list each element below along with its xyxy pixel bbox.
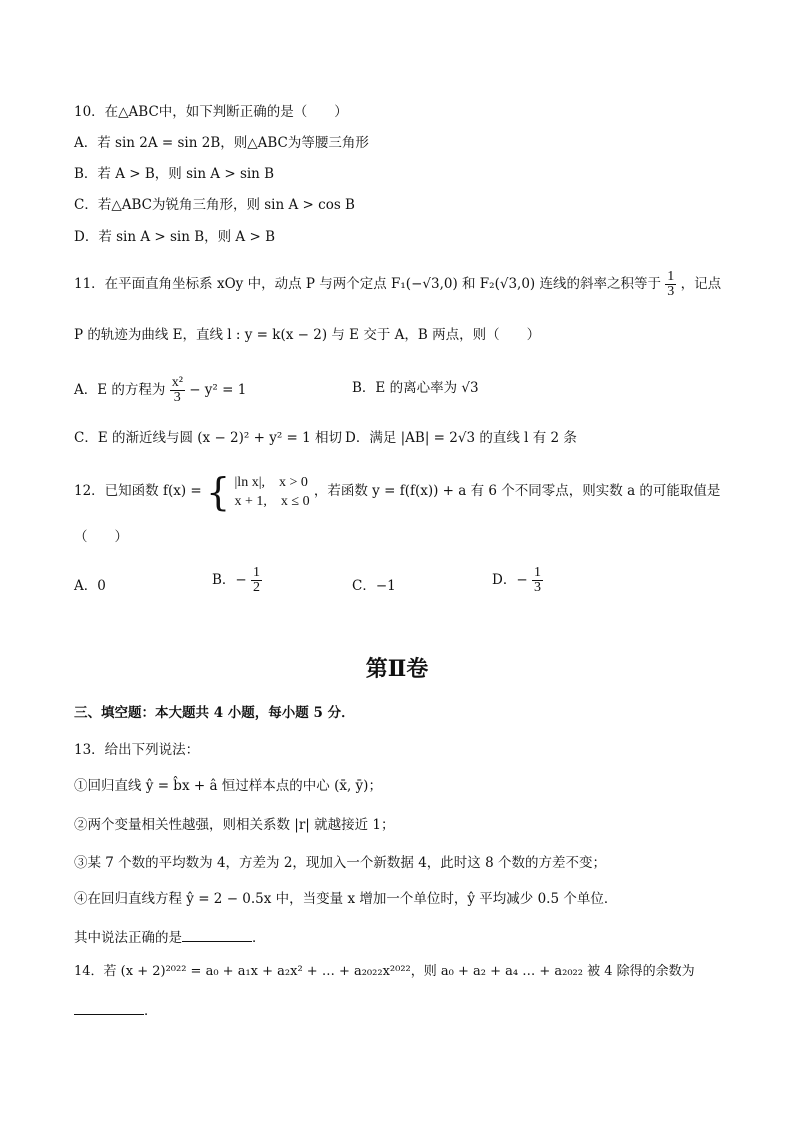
q12-option-a: A．0 [74,578,106,594]
q11-option-a-numerator: x² [171,375,183,390]
q13-statement-3: ③某 7 个数的平均数为 4，方差为 2，现加入一个新数据 4，此时这 8 个数的方差不变； [74,855,606,871]
q14-answer-line [74,1000,158,1021]
q12-option-d-fraction [532,566,543,595]
q11-option-a-prefix: A．E 的方程为 [74,382,166,398]
q11-option-a-fraction [170,376,185,405]
q13-stem: 13．给出下列说法： [74,742,200,758]
q12-option-d-numerator: 1 [533,565,541,580]
q11-stem-line2: P 的轨迹为曲线 E，直线 l : y = k(x − 2) 与 E 交于 A，B 两点，则（ ） [74,327,541,343]
q12-option-d-denominator: 3 [533,580,541,595]
q11-option-a [74,376,246,405]
q11-option-b: B．E 的离心率为 √3 [352,380,479,396]
section-3-heading: 三、填空题：本大题共 4 小题，每小题 5 分． [74,705,355,721]
q11-option-a-suffix: − y² = 1 [189,382,247,398]
q13-ask: 其中说法正确的是 [74,930,182,946]
q12-option-b-fraction [251,566,262,595]
q11-option-a-denominator: 3 [173,390,181,405]
q12-option-b [212,566,262,595]
section-title: 第Ⅱ卷 [365,656,429,682]
q12-piecewise-cases [235,473,310,511]
q10-option-a: A．若 sin 2A = sin 2B，则△ABC为等腰三角形 [74,135,369,151]
q10-option-b: B．若 A > B，则 sin A > sin B [74,166,275,182]
q10-option-d: D．若 sin A > sin B，则 A > B [74,229,275,245]
q10-stem: 10．在△ABC中，如下判断正确的是（ ） [74,104,348,120]
q12-option-b-prefix: B．− [212,572,247,588]
q12-option-d-prefix: D．− [492,572,528,588]
q12-stem-prefix: 12．已知函数 f(x) = [74,483,202,499]
q13-statement-4: ④在回归直线方程 ŷ = 2 − 0.5x 中，当变量 x 增加一个单位时，ŷ 平均减少 0.5 个单位． [74,891,618,907]
q12-option-c: C．−1 [352,578,396,594]
q11-stem-part1: 11．在平面直角坐标系 xOy 中，动点 P 与两个定点 F₁(−√3,0) 和 F₂(√3,0) 连线的斜率之积等于 [74,276,661,292]
q11-option-d: D．满足 |AB| = 2√3 的直线 l 有 2 条 [345,430,577,446]
q12-stem-suffix: ，若函数 y = f(f(x)) + a 有 6 个不同零点，则实数 a 的可能取值是 [313,483,721,499]
q10-option-c: C．若△ABC为锐角三角形，则 sin A > cos B [74,197,355,213]
q12-stem [74,470,720,512]
q12-option-b-numerator: 1 [253,565,261,580]
q11-fraction-denominator: 3 [667,284,675,299]
q12-option-b-denominator: 2 [253,580,261,595]
q12-case-1: |ln x|, x > 0 [234,474,308,490]
q11-stem-part2: ，记点 [680,276,722,292]
q13-statement-1: ①回归直线 ŷ = b̂x + â 恒过样本点的中心 (x̄, ȳ)； [74,778,382,794]
q13-answer-line [74,927,266,948]
left-brace-icon: { [206,469,231,514]
q11-stem-line1 [74,270,721,299]
q12-case-2: x + 1, x ≤ 0 [234,493,310,509]
q13-end: ． [252,930,266,946]
q14-answer-blank[interactable] [74,1000,144,1015]
q12-answer-paren: （ ） [74,529,128,545]
q14-end: ． [144,1003,158,1019]
q13-answer-blank[interactable] [182,927,252,942]
q14-stem: 14．若 (x + 2)²⁰²² = a₀ + a₁x + a₂x² + … + a₂₀₂₂x²⁰²²，则 a₀ + a₂ + a₄ … + a₂₀₂₂ 被 4 除得的余数为 [74,964,695,979]
q12-option-d [492,566,543,595]
q13-statement-2: ②两个变量相关性越强，则相关系数 |r| 就越接近 1； [74,817,395,833]
q11-fraction-numerator: 1 [667,269,675,284]
q11-fraction [665,270,676,299]
q11-option-c: C．E 的渐近线与圆 (x − 2)² + y² = 1 相切 [74,430,343,446]
